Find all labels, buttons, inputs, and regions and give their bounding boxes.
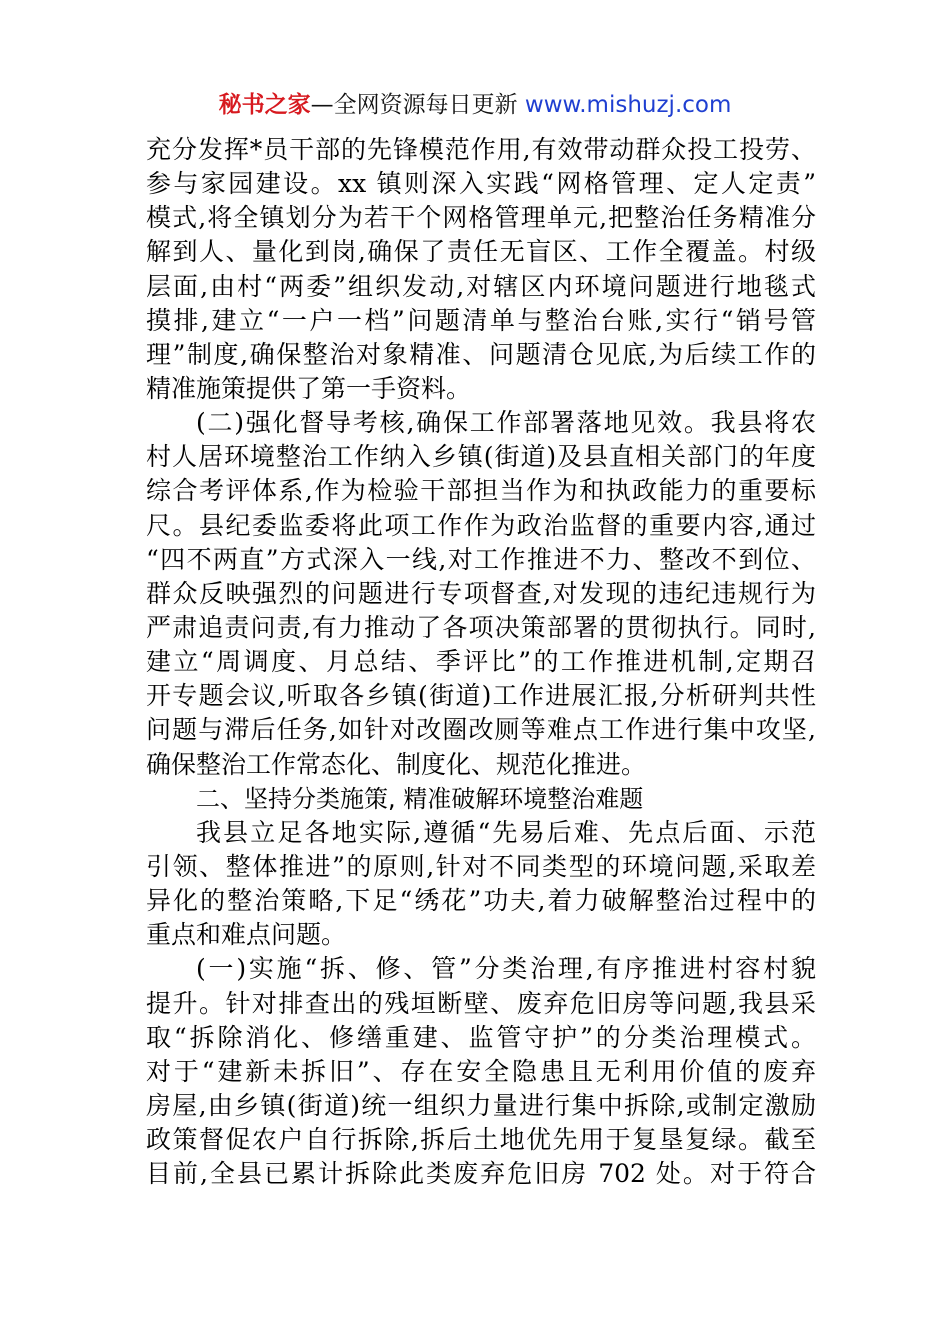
paragraph-line: 开专题会议,听取各乡镇(街道)工作进展汇报,分析研判共性 — [146, 681, 816, 711]
header-slogan: —全网资源每日更新 — [310, 92, 518, 118]
paragraph-line: 群众反映强烈的问题进行专项督查,对发现的违纪违规行为 — [146, 578, 816, 608]
page-header — [0, 88, 950, 122]
document-body — [146, 133, 816, 1191]
paragraph-line: 模式,将全镇划分为若干个网格管理单元,把整治任务精准分 — [146, 203, 816, 233]
paragraph-line: 解到人、量化到岗,确保了责任无盲区、工作全覆盖。村级 — [146, 237, 816, 267]
paragraph-line: 村人居环境整治工作纳入乡镇(街道)及县直相关部门的年度 — [146, 442, 816, 472]
paragraph-line: “四不两直”方式深入一线,对工作推进不力、整改不到位、 — [146, 544, 816, 574]
paragraph-line: 摸排,建立“一户一档”问题清单与整治台账,实行“销号管 — [146, 305, 816, 335]
paragraph-line: 严肃追责问责,有力推动了各项决策部署的贯彻执行。同时, — [146, 612, 816, 642]
paragraph-line: 问题与滞后任务,如针对改圈改厕等难点工作进行集中攻坚, — [146, 715, 816, 745]
paragraph-line: 提升。针对排查出的残垣断壁、废弃危旧房等问题,我县采 — [146, 988, 816, 1018]
paragraph-line: 异化的整治策略,下足“绣花”功夫,着力破解整治过程中的 — [146, 886, 816, 916]
paragraph-line: (二)强化督导考核,确保工作部署落地见效。我县将农 — [196, 408, 816, 438]
paragraph-line: (一)实施“拆、修、管”分类治理,有序推进村容村貌 — [196, 954, 816, 984]
paragraph-line: 充分发挥*员干部的先锋模范作用,有效带动群众投工投劳、 — [146, 135, 816, 164]
paragraph-line: 确保整治工作常态化、制度化、规范化推进。 — [146, 749, 647, 779]
paragraph-line: 层面,由村“两委”组织发动,对辖区内环境问题进行地毯式 — [146, 271, 816, 301]
site-url-link[interactable]: www.mishuzj.com — [524, 92, 732, 118]
paragraph-line: 取“拆除消化、修缮重建、监管守护”的分类治理模式。 — [146, 1022, 816, 1052]
paragraph-line: 尺。县纪委监委将此项工作作为政治监督的重要内容,通过 — [146, 510, 816, 540]
paragraph-line: 目前,全县已累计拆除此类废弃危旧房 702 处。对于符合 — [146, 1159, 816, 1189]
paragraph-line: 对于“建新未拆旧”、存在安全隐患且无利用价值的废弃 — [146, 1056, 816, 1086]
paragraph-line: 综合考评体系,作为检验干部担当作为和执政能力的重要标 — [146, 476, 816, 506]
brand-name: 秘书之家 — [218, 92, 311, 118]
paragraph-line: 政策督促农户自行拆除,拆后土地优先用于复垦复绿。截至 — [146, 1125, 816, 1155]
paragraph-line: 我县立足各地实际,遵循“先易后难、先点后面、示范 — [196, 817, 816, 847]
paragraph-line: 建立“周调度、月总结、季评比”的工作推进机制,定期召 — [146, 647, 816, 677]
paragraph-line: 参与家园建设。xx 镇则深入实践“网格管理、定人定责” — [146, 169, 816, 199]
paragraph-line: 理”制度,确保整治对象精准、问题清仓见底,为后续工作的 — [146, 339, 816, 369]
paragraph-line: 精准施策提供了第一手资料。 — [146, 373, 472, 403]
paragraph-line: 重点和难点问题。 — [146, 920, 347, 950]
section-heading: 二、坚持分类施策, 精准破解环境整治难题 — [196, 784, 644, 813]
paragraph-line: 房屋,由乡镇(街道)统一组织力量进行集中拆除,或制定激励 — [146, 1090, 816, 1120]
paragraph-line: 引领、整体推进”的原则,针对不同类型的环境问题,采取差 — [146, 851, 816, 881]
